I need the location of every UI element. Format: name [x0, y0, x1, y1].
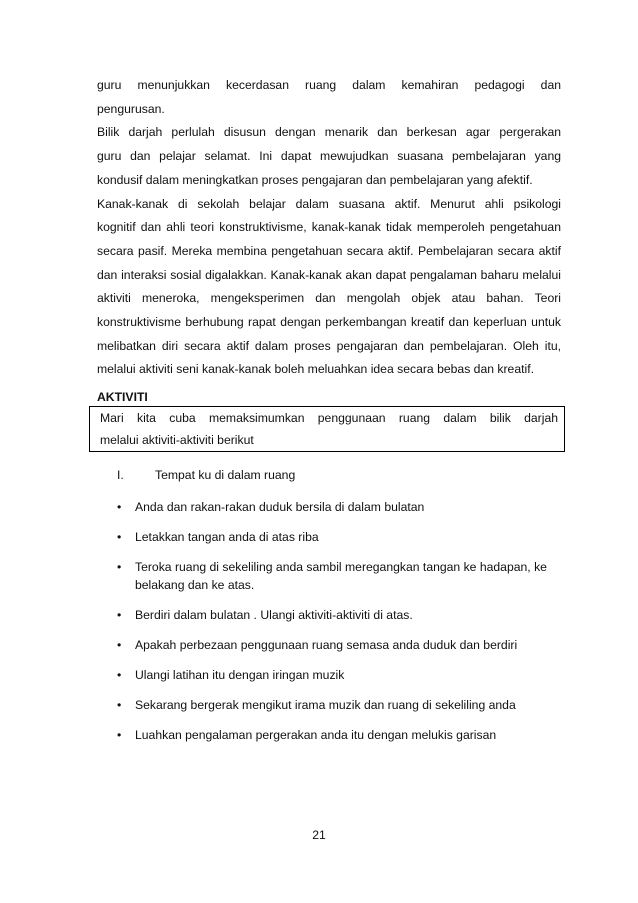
list-item [117, 696, 561, 714]
paragraph-line: guru menunjukkan kecerdasan ruang dalam kemahiran pedagogi dan [97, 78, 561, 92]
list-item [117, 528, 561, 546]
list-item [117, 498, 561, 516]
bullet-icon: • [117, 530, 122, 545]
list-item-text: Teroka ruang di sekeliling anda sambil meregangkan tangan ke hadapan, ke belakang dan ke atas. [135, 560, 547, 593]
paragraph-text: pengurusan. [97, 101, 165, 116]
list-item [117, 606, 561, 624]
activity-box [89, 406, 565, 452]
bullet-icon: • [117, 638, 122, 653]
paragraph-2 [97, 121, 561, 192]
paragraph-text: guru dan pelajar selamat. Ini dapat mewujudkan suasana pembelajaran yang kondusif dalam meningkatkan proses pengajaran dan pembelajaran yang afektif. [97, 149, 561, 187]
bullet-icon: • [117, 560, 122, 575]
list-item [117, 558, 561, 594]
bullet-icon: • [117, 698, 122, 713]
activity-list [97, 466, 561, 744]
list-item-text: Anda dan rakan-rakan duduk bersila di dalam bulatan [135, 500, 425, 515]
activity-box-line: Mari kita cuba memaksimumkan penggunaan ruang dalam bilik darjah [100, 411, 558, 426]
activity-heading: AKTIVITI [97, 390, 148, 405]
bullet-icon: • [117, 668, 122, 683]
list-item-text: Letakkan tangan anda di atas riba [135, 530, 319, 545]
list-item [117, 726, 561, 744]
list-item [117, 666, 561, 684]
list-item [117, 636, 561, 654]
list-item-text: Ulangi latihan itu dengan iringan muzik [135, 668, 345, 683]
bullet-icon: • [117, 500, 122, 515]
paragraph-line: Bilik darjah perlulah disusun dengan menarik dan berkesan agar pergerakan [97, 125, 561, 140]
document-page [97, 74, 561, 756]
bullet-icon: • [117, 608, 122, 623]
paragraph-3 [97, 193, 561, 383]
paragraph-1 [97, 74, 561, 121]
roman-numeral: I. [117, 468, 124, 483]
list-item-text: Sekarang bergerak mengikut irama muzik dan ruang di sekeliling anda [135, 698, 516, 713]
roman-item-text: Tempat ku di dalam ruang [155, 468, 296, 483]
paragraph-text: kognitif dan ahli teori konstruktivisme, kanak-kanak tidak memperoleh pengetahuan secara pasif. Mereka membina pengetahuan secara aktif. Pembelajaran secara aktif dan interaksi sosial digalakkan. Kanak-kanak akan dapat pengalaman baharu melalui aktiviti meneroka, mengeksperimen dan mengolah objek atau bahan. Teori konstruktivisme berhubung rapat dengan perkembangan kreatif dan keperluan untuk melibatkan diri secara aktif dalam proses pengajaran dan pembelajaran. Oleh itu, melalui aktiviti seni kanak-kanak boleh meluahkan idea secara bebas dan kreatif. [97, 220, 561, 377]
activity-box-text: melalui aktiviti-aktiviti berikut [100, 433, 254, 448]
list-item-text: Berdiri dalam bulatan . Ulangi aktiviti-aktiviti di atas. [135, 608, 413, 623]
list-item-text: Apakah perbezaan penggunaan ruang semasa anda duduk dan berdiri [135, 638, 518, 653]
paragraph-line: Kanak-kanak di sekolah belajar dalam suasana aktif. Menurut ahli psikologi [97, 196, 561, 211]
page-number: 21 [312, 828, 326, 842]
roman-item [117, 466, 561, 484]
bullet-icon: • [117, 728, 122, 743]
list-item-text: Luahkan pengalaman pergerakan anda itu dengan melukis garisan [135, 728, 497, 743]
